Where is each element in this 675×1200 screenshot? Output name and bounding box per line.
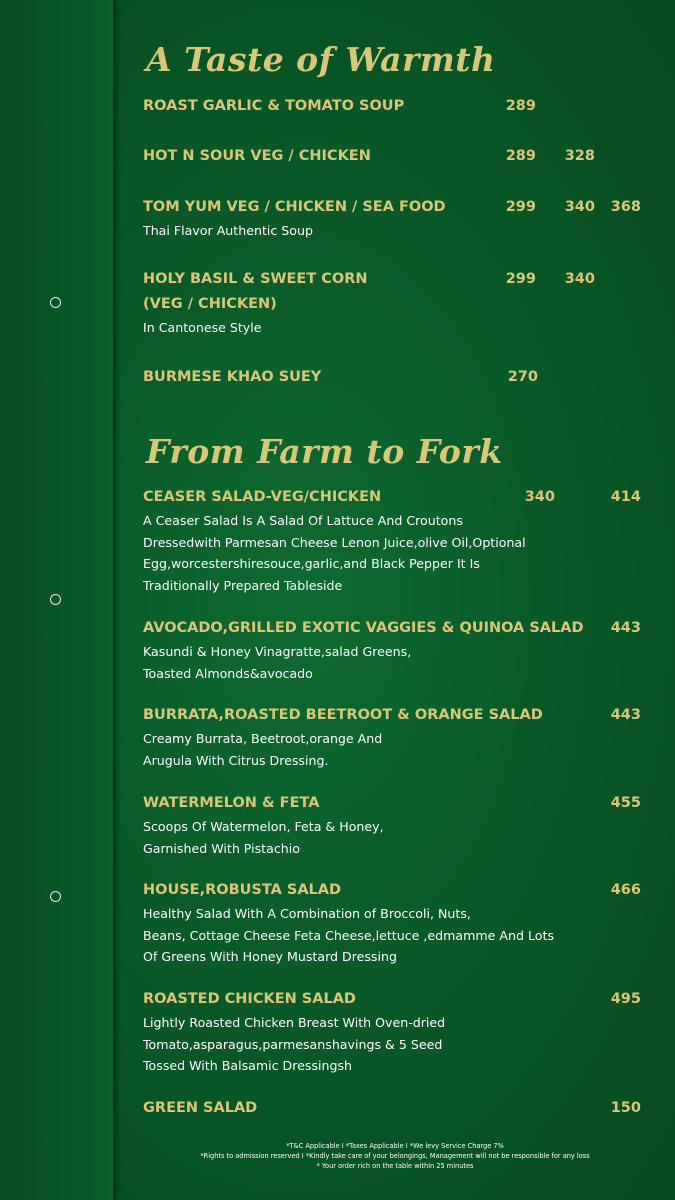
item-description: Dressedwith Parmesan Cheese Lenon Juice,olive Oil,Optional <box>143 534 526 550</box>
item-description: Of Greens With Honey Mustard Dressing <box>143 949 397 964</box>
item-description: Garnished With Pistachio <box>143 840 300 856</box>
item-price: 289 <box>505 148 536 164</box>
item-price: 466 <box>610 882 641 898</box>
item-name: GREEN SALAD <box>143 1100 258 1116</box>
footer-line: * Your order rich on the table within 25 minutes <box>316 1162 474 1170</box>
item-description: Kasundi & Honey Vinagratte,salad Greens, <box>143 644 412 659</box>
item-price: 289 <box>505 98 536 114</box>
item-price: 443 <box>610 620 641 636</box>
item-description: Healthy Salad With A Combination of Broccoli, Nuts, <box>143 906 471 921</box>
binder-ring-icon <box>50 891 61 902</box>
item-name: TOM YUM VEG / CHICKEN / SEA FOOD <box>143 199 446 215</box>
item-name: (VEG / CHICKEN) <box>143 296 277 312</box>
item-name: WATERMELON & FETA <box>143 795 320 811</box>
item-price: 299 <box>505 199 536 215</box>
section-title-soups: A Taste of Warmth <box>146 40 496 79</box>
item-name: CEASER SALAD-VEG/CHICKEN <box>143 489 382 505</box>
menu-item <box>143 365 653 390</box>
item-description: Lightly Roasted Chicken Breast With Oven-dried <box>143 1015 446 1030</box>
item-description: Creamy Burrata, Beetroot,orange And <box>143 731 383 746</box>
item-description: Toasted Almonds&avocado <box>143 665 313 681</box>
item-price: 414 <box>610 489 641 505</box>
item-description: In Cantonese Style <box>143 320 262 335</box>
menu-item <box>143 144 653 169</box>
item-description: Tossed With Balsamic Dressingsh <box>143 1058 353 1073</box>
menu-item <box>143 195 653 242</box>
item-price: 443 <box>610 707 641 723</box>
menu-item <box>143 267 653 339</box>
item-name: HOUSE,ROBUSTA SALAD <box>143 882 342 898</box>
menu-item <box>143 485 653 596</box>
item-name: BURMESE KHAO SUEY <box>143 369 322 385</box>
menu-item <box>143 616 653 684</box>
binder-ring-icon <box>50 594 61 605</box>
item-description: Beans, Cottage Cheese Feta Cheese,lettuce ,edmamme And Lots <box>143 927 555 943</box>
item-name: BURRATA,ROASTED BEETROOT & ORANGE SALAD <box>143 707 543 723</box>
item-price: 340 <box>564 271 595 287</box>
item-price: 455 <box>610 795 641 811</box>
item-price: 328 <box>564 148 595 164</box>
footer-line: *T&C Applicable I *Taxes Applicable I *We levy Service Charge 7% <box>286 1142 504 1150</box>
item-price: 299 <box>505 271 536 287</box>
item-description: Arugula With Citrus Dressing. <box>143 752 329 768</box>
footer-notes <box>130 1141 660 1171</box>
footer-line: *Rights to admission reserved I *Kindly take care of your belongings, Management will not be responsible for any loss <box>200 1152 590 1160</box>
menu-item <box>143 703 653 771</box>
item-price: 340 <box>524 489 555 505</box>
menu-item <box>143 878 653 968</box>
item-name: HOT N SOUR VEG / CHICKEN <box>143 148 371 164</box>
item-price: 270 <box>507 369 538 385</box>
item-description: Egg,worcestershiresouce,garlic,and Black Pepper It Is <box>143 556 480 571</box>
item-price: 495 <box>610 991 641 1007</box>
menu-item <box>143 987 653 1077</box>
item-name: ROAST GARLIC & TOMATO SOUP <box>143 98 405 114</box>
item-name: AVOCADO,GRILLED EXOTIC VAGGIES & QUINOA SALAD <box>143 620 584 636</box>
menu-item <box>143 94 653 119</box>
section-title-salads: From Farm to Fork <box>146 432 503 471</box>
item-description: Thai Flavor Authentic Soup <box>143 223 313 238</box>
item-description: A Ceaser Salad Is A Salad Of Lattuce And Croutons <box>143 513 463 528</box>
menu-item <box>143 1096 653 1121</box>
item-name: ROASTED CHICKEN SALAD <box>143 991 356 1007</box>
item-price: 368 <box>610 199 641 215</box>
item-name: HOLY BASIL & SWEET CORN <box>143 271 368 287</box>
item-description: Tomato,asparagus,parmesanshavings & 5 Seed <box>143 1036 443 1052</box>
item-description: Traditionally Prepared Tableside <box>143 577 343 593</box>
item-price: 150 <box>610 1100 641 1116</box>
item-price: 340 <box>564 199 595 215</box>
binder-ring-icon <box>50 297 61 308</box>
menu-item <box>143 791 653 859</box>
item-description: Scoops Of Watermelon, Feta & Honey, <box>143 819 384 834</box>
menu-spine <box>0 0 115 1200</box>
